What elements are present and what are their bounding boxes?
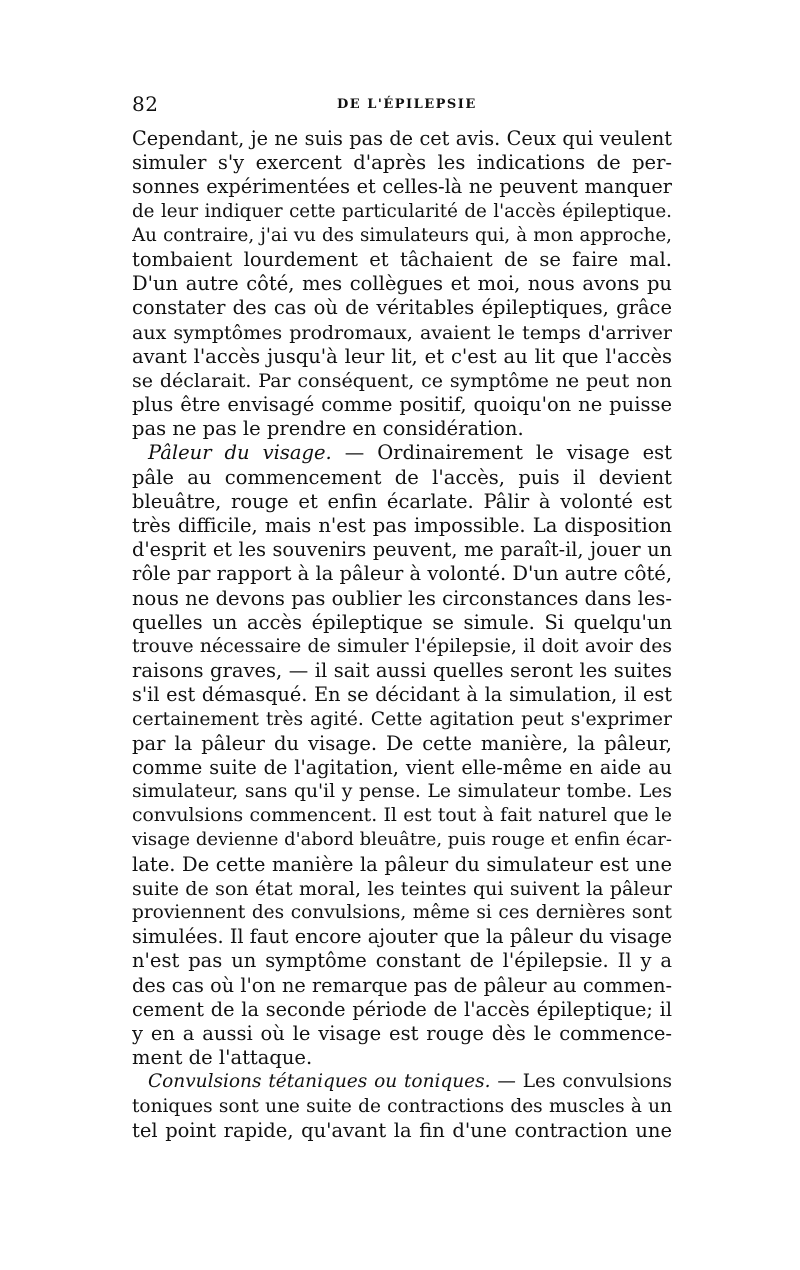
text-line: [132, 538, 672, 562]
text-line: [132, 296, 672, 320]
line-text: — Les convulsions: [490, 1071, 672, 1093]
text-line: [132, 562, 672, 586]
text-line: [132, 877, 672, 901]
text-line: [132, 708, 672, 732]
line-text: pâle au commencement de l'accès, puis il devient: [132, 465, 672, 489]
line-text: certainement très agité. Cette agitation peut s'exprimer: [132, 708, 672, 730]
text-line: [132, 901, 672, 925]
line-text: convulsions commencent. Il est tout à fait naturel que le: [132, 805, 672, 827]
line-text: Au contraire, j'ai vu des simulateurs qui, à mon approche,: [132, 224, 672, 246]
text-line: [132, 804, 672, 828]
line-text: tombaient lourdement et tâchaient de se faire mal.: [132, 247, 672, 271]
section-heading: Pâleur du visage.: [148, 441, 332, 465]
line-text: de leur indiquer cette particularité de l'accès épileptique.: [132, 200, 672, 222]
line-text: D'un autre côté, mes collègues et moi, nous avons pu: [132, 272, 672, 296]
line-text: quelles un accès épileptique se simule. Si quelqu'un: [132, 610, 672, 634]
line-text: pas ne pas le prendre en considération.: [132, 417, 524, 441]
line-text: trouve nécessaire de simuler l'épilepsie, il doit avoir des: [132, 635, 672, 657]
text-line: [132, 998, 672, 1022]
text-line: [132, 466, 672, 490]
text-line: [132, 925, 672, 949]
line-text: — Ordinairement le visage est: [331, 441, 672, 465]
text-line: [132, 974, 672, 998]
section-heading: Convulsions tétaniques ou toniques.: [148, 1071, 491, 1093]
running-title: DE L'ÉPILEPSIE: [337, 97, 477, 112]
text-line: [132, 224, 672, 248]
text-line: [132, 587, 672, 611]
line-text: tel point rapide, qu'avant la fin d'une contraction une: [132, 1118, 672, 1142]
text-line: [132, 490, 672, 514]
text-line: [132, 1095, 672, 1119]
line-text: Cependant, je ne suis pas de cet avis. Ceux qui veulent: [132, 127, 672, 150]
text-line: [132, 1022, 672, 1046]
text-line: [132, 1046, 672, 1070]
line-text: proviennent des convulsions, même si ces dernières sont: [132, 902, 672, 923]
text-line: [132, 659, 672, 683]
page-header: [132, 92, 672, 122]
text-line: [132, 611, 672, 635]
line-text: d'esprit et les souvenirs peuvent, me paraît-il, jouer un: [132, 538, 672, 562]
text-line: [132, 683, 672, 707]
line-text: suite de son état moral, les teintes qui suivent la pâleur: [132, 877, 672, 900]
line-text: ment de l'attaque.: [132, 1046, 313, 1070]
text-line: [132, 151, 672, 175]
text-line: [132, 1119, 672, 1143]
line-text: comme suite de l'agitation, vient elle-même en aide au: [132, 755, 672, 779]
line-text: n'est pas un symptôme constant de l'épilepsie. Il y a: [132, 949, 672, 973]
text-line: [132, 200, 672, 224]
text-line: [132, 514, 672, 538]
line-text: sonnes expérimentées et celles-là ne peuvent manquer: [132, 175, 672, 199]
line-text: bleuâtre, rouge et enfin écarlate. Pâlir à volonté est: [132, 489, 672, 513]
line-text: rôle par rapport à la pâleur à volonté. D'un autre côté,: [132, 562, 672, 586]
text-line: [132, 417, 672, 441]
text-line: [132, 272, 672, 296]
text-line: [132, 949, 672, 973]
line-text: raisons graves, — il sait aussi quelles seront les suites: [132, 659, 672, 683]
line-text: simulateur, sans qu'il y pense. Le simulateur tombe. Les: [132, 781, 672, 803]
line-text: y en a aussi où le visage est rouge dès le commence-: [132, 1021, 672, 1045]
text-line: [132, 780, 672, 804]
line-text: aux symptômes prodromaux, avaient le temps d'arriver: [132, 321, 672, 344]
line-text: cement de la seconde période de l'accès épileptique; il: [132, 997, 672, 1021]
text-line: [132, 127, 672, 151]
text-line: [132, 369, 672, 393]
line-text: visage devienne d'abord bleuâtre, puis rouge et enfin écar-: [132, 829, 672, 851]
line-text: late. De cette manière la pâleur du simulateur est une: [132, 852, 672, 876]
line-text: s'il est démasqué. En se décidant à la simulation, il est: [132, 683, 672, 707]
text-line: [132, 756, 672, 780]
text-line: [132, 248, 672, 272]
text-line: [132, 345, 672, 369]
line-text: se déclarait. Par conséquent, ce symptôme ne peut non: [132, 369, 672, 392]
line-text: simulées. Il faut encore ajouter que la pâleur du visage: [132, 925, 672, 949]
text-line: [132, 175, 672, 199]
line-text: très difficile, mais n'est pas impossible. La disposition: [132, 514, 672, 537]
text-line: [132, 635, 672, 659]
text-line: [132, 828, 672, 852]
line-text: avant l'accès jusqu'à leur lit, et c'est au lit que l'accès: [132, 344, 672, 368]
text-line: [132, 1070, 672, 1094]
text-line: [132, 853, 672, 877]
text-line: [132, 321, 672, 345]
line-text: nous ne devons pas oublier les circonstances dans les-: [132, 586, 672, 610]
text-line: [132, 732, 672, 756]
line-text: toniques sont une suite de contractions des muscles à un: [132, 1095, 672, 1117]
body-text: [132, 127, 672, 1143]
line-text: simuler s'y exercent d'après les indications de per-: [132, 151, 672, 175]
text-line: [132, 393, 672, 417]
page-number: 82: [132, 92, 159, 116]
line-text: constater des cas où de véritables épileptiques, grâce: [132, 296, 672, 320]
text-line: [132, 441, 672, 465]
line-text: des cas où l'on ne remarque pas de pâleur au commen-: [132, 973, 672, 997]
line-text: plus être envisagé comme positif, quoiqu'on ne puisse: [132, 393, 672, 417]
line-text: par la pâleur du visage. De cette manière, la pâleur,: [132, 731, 672, 755]
